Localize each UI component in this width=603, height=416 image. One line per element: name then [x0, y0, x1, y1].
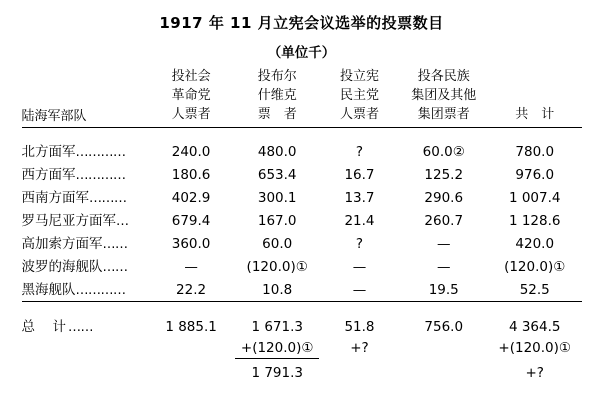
total-value: 4 364.5: [508, 319, 561, 335]
document-page: [0, 12, 603, 416]
column-header-line: 革命党: [171, 88, 211, 103]
row-value: 679.4: [171, 213, 211, 229]
total-final-value: [400, 359, 488, 382]
row-value: ?: [355, 144, 364, 160]
total-final-label: [22, 359, 148, 382]
row-leader: …: [116, 214, 129, 229]
row-value: 180.6: [171, 167, 211, 183]
row-value: 16.7: [344, 167, 375, 183]
table-total-final-row: [22, 359, 582, 382]
row-value: 290.6: [424, 190, 464, 206]
row-label: 高加索方面军: [21, 236, 103, 252]
column-header-sr: [147, 67, 235, 124]
election-votes-table: [22, 67, 582, 381]
row-value: 52.5: [519, 282, 550, 298]
row-value: ?: [355, 236, 364, 252]
row-leader: ……: [102, 237, 128, 252]
row-leader: …………: [75, 283, 126, 298]
row-value: 240.0: [171, 144, 211, 160]
table-row: [22, 229, 582, 252]
total-label: 总 计: [21, 319, 68, 335]
total-value: 756.0: [424, 319, 464, 335]
row-label-cell: [22, 252, 148, 275]
column-header-line: 民主党: [339, 88, 379, 103]
row-label: 黑海舰队: [21, 282, 76, 298]
row-label-cell: [22, 229, 148, 252]
column-header-line: 投社会: [171, 69, 211, 84]
table-row: [22, 183, 582, 206]
total-extra-label: [22, 335, 148, 356]
column-header-total: [488, 67, 582, 124]
total-value: 51.8: [344, 319, 375, 335]
table-total-row: [22, 311, 582, 335]
row-leader: …………: [75, 168, 126, 183]
row-label: 西南方面军: [21, 190, 89, 206]
column-header-line: 投各民族: [417, 69, 470, 84]
row-value: —: [436, 259, 451, 275]
stub-header-label: 陆海军部队: [21, 109, 87, 124]
row-value: 360.0: [171, 236, 211, 252]
row-value: 13.7: [344, 190, 375, 206]
row-value: 260.7: [424, 213, 464, 229]
row-value: 402.9: [171, 190, 211, 206]
column-header-line: 投立宪: [339, 69, 379, 84]
row-label: 波罗的海舰队: [21, 259, 103, 275]
table-header-row: [22, 67, 582, 124]
row-value: —: [352, 259, 367, 275]
column-header-line: 集团及其他: [411, 88, 477, 103]
total-final-value: +?: [525, 365, 544, 381]
row-value: (120.0)①: [504, 259, 566, 275]
row-value: 1 007.4: [508, 190, 561, 206]
row-value: 60.0: [262, 236, 293, 252]
page-subtitle: （单位千）: [267, 45, 336, 61]
column-header-line: 人票者: [339, 107, 379, 122]
row-value: 653.4: [257, 167, 297, 183]
column-header-line: 什维克: [257, 88, 297, 103]
row-label-cell: [22, 206, 148, 229]
page-title: 1917 年 11 月立宪会议选举的投票数目: [159, 14, 444, 32]
table-row: [22, 206, 582, 229]
total-final-value: [147, 359, 235, 382]
column-header-line: 票 者: [257, 107, 297, 122]
table-total-extra-row: [22, 335, 582, 356]
row-value: 480.0: [257, 144, 297, 160]
row-label-cell: [22, 275, 148, 298]
row-value: 300.1: [257, 190, 297, 206]
column-header-kadet: [319, 67, 399, 124]
total-leader: ……: [68, 320, 93, 335]
total-extra-value: +(120.0)①: [240, 340, 314, 356]
row-spacer: [22, 128, 582, 138]
row-value: —: [352, 282, 367, 298]
total-final-value: [319, 359, 399, 382]
row-label-cell: [22, 137, 148, 160]
row-value: 420.0: [515, 236, 555, 252]
row-leader: ………: [89, 191, 127, 206]
row-spacer: [22, 302, 582, 312]
row-value: (120.0)①: [246, 259, 308, 275]
total-extra-value: [400, 335, 488, 356]
row-value: 22.2: [176, 282, 207, 298]
row-label-cell: [22, 183, 148, 206]
row-leader: ……: [102, 260, 128, 275]
column-header-line: 人票者: [171, 107, 211, 122]
total-extra-value: +?: [350, 340, 369, 356]
row-label: 罗马尼亚方面军: [21, 213, 116, 229]
total-extra-value: [147, 335, 235, 356]
table-row: [22, 160, 582, 183]
row-value: 167.0: [257, 213, 297, 229]
row-value: —: [184, 259, 198, 275]
column-header-bolshevik: [235, 67, 320, 124]
row-value: 976.0: [515, 167, 555, 183]
total-extra-value: +(120.0)①: [498, 340, 572, 356]
column-header-other: [400, 67, 488, 124]
row-value: 1 128.6: [508, 213, 561, 229]
row-value: —: [436, 236, 451, 252]
column-header-line: 投布尔: [257, 69, 297, 84]
row-leader: …………: [75, 145, 126, 160]
row-value: 125.2: [424, 167, 464, 183]
total-value: 1 671.3: [251, 319, 303, 335]
row-label: 北方面军: [21, 144, 76, 160]
stub-header: [22, 67, 148, 124]
table-row: [22, 252, 582, 275]
column-header-line: 集团票者: [417, 107, 470, 122]
row-value: 19.5: [428, 282, 459, 298]
row-value: 10.8: [262, 282, 293, 298]
total-label-cell: [22, 311, 148, 335]
table-row: [22, 137, 582, 160]
row-value: 21.4: [344, 213, 375, 229]
table-row: [22, 275, 582, 298]
row-label: 西方面军: [21, 167, 76, 183]
row-value: 780.0: [515, 144, 555, 160]
row-value: 60.0②: [422, 144, 465, 160]
row-label-cell: [22, 160, 148, 183]
total-final-value: 1 791.3: [251, 365, 303, 381]
column-header-line: 共 计: [515, 107, 555, 122]
total-value: 1 885.1: [165, 319, 217, 335]
